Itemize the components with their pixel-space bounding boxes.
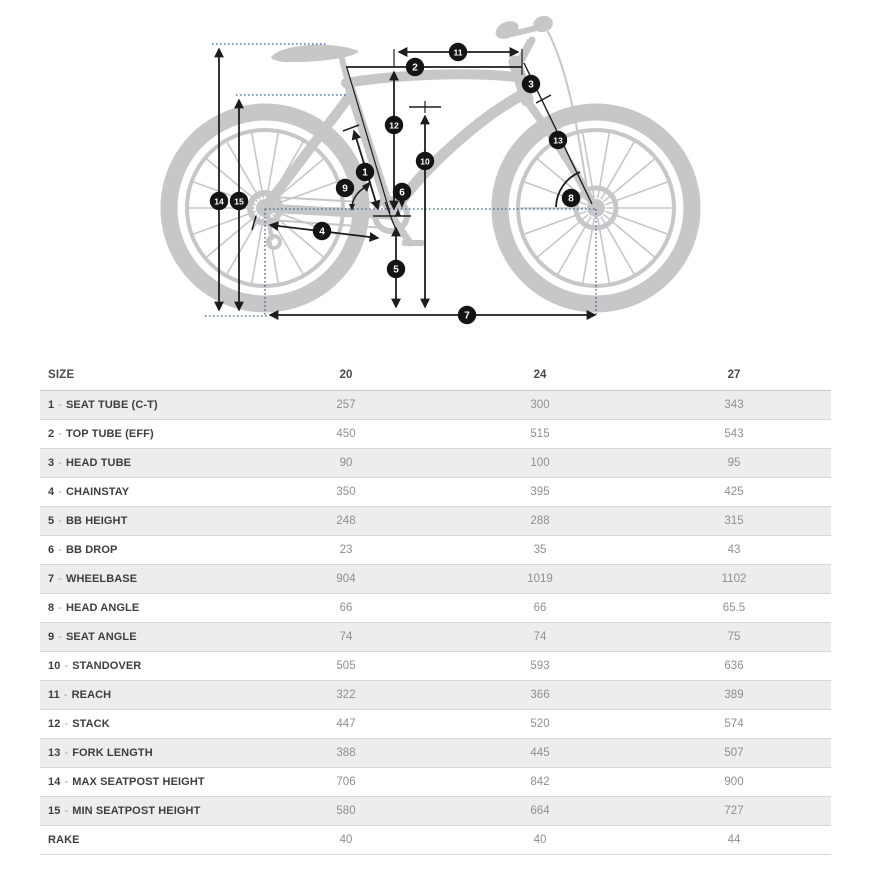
cell-value: 366 — [530, 689, 550, 701]
row-separator: - — [58, 631, 62, 643]
row-number: 15 — [48, 805, 61, 817]
cell-value: 100 — [530, 457, 550, 469]
row-name: BB DROP — [65, 544, 118, 556]
cell-value: 543 — [724, 428, 744, 440]
dimension-marker-4 — [313, 222, 331, 240]
row-number: 4 — [48, 486, 55, 498]
cell-value: 425 — [724, 486, 744, 498]
cell-value: 1019 — [527, 573, 553, 585]
dimension-marker-10 — [416, 152, 434, 170]
cell-value: 636 — [724, 660, 744, 672]
row-number: 2 — [48, 428, 55, 440]
row-label — [40, 631, 249, 643]
cell-value: 389 — [724, 689, 744, 701]
dimension-marker-3 — [522, 75, 540, 93]
cell-value: 75 — [727, 631, 741, 643]
cell-value: 664 — [530, 805, 550, 817]
row-separator: - — [58, 515, 62, 527]
cell-value: 904 — [336, 573, 356, 585]
cell-value: 580 — [336, 805, 356, 817]
row-separator: - — [64, 718, 69, 730]
cell-value: 515 — [530, 428, 550, 440]
row-number: 5 — [48, 515, 55, 527]
saddle — [271, 45, 359, 63]
row-name: MIN SEATPOST HEIGHT — [72, 805, 201, 817]
row-number: 8 — [48, 602, 55, 614]
cell-value: 90 — [339, 457, 353, 469]
cell-value: 40 — [339, 834, 353, 846]
col-header-20: 20 — [339, 369, 353, 381]
table-row — [40, 536, 831, 565]
table-row — [40, 710, 831, 739]
cell-value: 842 — [530, 776, 550, 788]
row-label — [40, 805, 249, 817]
svg-text:1: 1 — [362, 167, 368, 179]
row-label — [40, 515, 249, 527]
col-header-24: 24 — [533, 369, 547, 381]
row-label — [40, 457, 249, 469]
front-wheel — [500, 112, 692, 304]
svg-text:13: 13 — [553, 135, 563, 146]
row-label — [40, 660, 249, 672]
dimension-marker-11 — [449, 43, 467, 61]
dimension-marker-14 — [210, 192, 228, 210]
row-name: HEAD TUBE — [65, 457, 132, 469]
table-row — [40, 768, 831, 797]
row-separator: - — [64, 747, 69, 759]
dimension-marker-1 — [356, 163, 374, 181]
cell-value: 44 — [727, 834, 741, 846]
dimension-marker-5 — [387, 260, 405, 278]
row-name: WHEELBASE — [65, 573, 138, 585]
row-label — [40, 776, 249, 788]
row-name: CHAINSTAY — [65, 486, 130, 498]
svg-text:9: 9 — [342, 183, 348, 195]
row-label — [40, 486, 249, 498]
cell-value: 343 — [724, 399, 744, 411]
dimension-marker-12 — [385, 116, 403, 134]
col-header-27: 27 — [727, 369, 741, 381]
dimension-marker-8 — [562, 189, 580, 207]
svg-text:8: 8 — [568, 193, 574, 205]
row-separator: - — [64, 660, 69, 672]
row-number: 10 — [48, 660, 61, 672]
row-number: 7 — [48, 573, 55, 585]
row-label — [40, 399, 249, 411]
row-name: MAX SEATPOST HEIGHT — [72, 776, 205, 788]
row-label — [40, 718, 249, 730]
row-separator: - — [58, 457, 62, 469]
tick-head-tube — [536, 95, 551, 103]
cell-value: 900 — [724, 776, 744, 788]
cell-value: 395 — [530, 486, 550, 498]
cell-value: 322 — [336, 689, 356, 701]
svg-text:14: 14 — [214, 196, 224, 207]
svg-text:11: 11 — [453, 47, 463, 58]
cell-value: 727 — [724, 805, 744, 817]
cell-value: 450 — [336, 428, 356, 440]
table-row — [40, 797, 831, 826]
geometry-svg — [0, 0, 870, 350]
cell-value: 520 — [530, 718, 550, 730]
cell-value: 74 — [533, 631, 547, 643]
row-name: STACK — [72, 718, 110, 730]
table-row — [40, 594, 831, 623]
cell-value: 257 — [336, 399, 356, 411]
row-number: 13 — [48, 747, 61, 759]
table-row — [40, 391, 831, 420]
row-label — [40, 428, 249, 440]
svg-text:2: 2 — [412, 62, 418, 74]
row-separator: - — [64, 776, 69, 788]
table-row — [40, 478, 831, 507]
row-separator: - — [58, 544, 62, 556]
row-name: SEAT ANGLE — [65, 631, 137, 643]
row-name: REACH — [71, 689, 112, 701]
row-label — [40, 747, 249, 759]
row-label — [40, 689, 249, 701]
cell-value: 593 — [530, 660, 550, 672]
dimension-marker-13 — [549, 131, 567, 149]
col-header-size: SIZE — [48, 369, 75, 381]
row-number: 1 — [48, 399, 55, 411]
row-label — [40, 573, 249, 585]
table-row — [40, 420, 831, 449]
cell-value: 507 — [724, 747, 744, 759]
cell-value: 350 — [336, 486, 356, 498]
cell-value: 315 — [724, 515, 744, 527]
table-row — [40, 565, 831, 594]
pedal — [402, 240, 424, 246]
cell-value: 574 — [724, 718, 744, 730]
cell-value: 65.5 — [722, 602, 746, 614]
dimension-marker-6 — [393, 183, 411, 201]
row-separator: - — [58, 399, 62, 411]
row-name: BB HEIGHT — [65, 515, 128, 527]
row-separator: - — [64, 805, 69, 817]
row-separator: - — [58, 573, 62, 585]
cell-value: 445 — [530, 747, 550, 759]
row-name: FORK LENGTH — [72, 747, 153, 759]
cell-value: 706 — [336, 776, 356, 788]
cell-value: 23 — [339, 544, 353, 556]
cell-value: 447 — [336, 718, 356, 730]
table-row — [40, 507, 831, 536]
cell-value: 66 — [339, 602, 353, 614]
row-label — [40, 544, 249, 556]
row-name: TOP TUBE (EFF) — [65, 428, 154, 440]
svg-text:4: 4 — [319, 226, 325, 238]
row-number: 12 — [48, 718, 61, 730]
row-name: HEAD ANGLE — [65, 602, 140, 614]
row-number: 9 — [48, 631, 55, 643]
table-row — [40, 449, 831, 478]
row-number: 14 — [48, 776, 61, 788]
row-name: SEAT TUBE (C-T) — [65, 399, 158, 411]
cell-value: 388 — [336, 747, 356, 759]
cell-value: 95 — [727, 457, 741, 469]
dimension-marker-7 — [458, 306, 476, 324]
tick-seat-tube-top — [343, 125, 359, 131]
row-number: 11 — [48, 689, 60, 701]
row-number: 6 — [48, 544, 55, 556]
svg-text:12: 12 — [389, 120, 399, 131]
cell-value: 35 — [533, 544, 547, 556]
row-number: 3 — [48, 457, 55, 469]
cell-value: 74 — [339, 631, 353, 643]
table-row — [40, 652, 831, 681]
dimension-marker-15 — [230, 192, 248, 210]
row-label — [40, 834, 249, 846]
svg-text:6: 6 — [399, 187, 405, 199]
row-separator: - — [63, 689, 68, 701]
cell-value: 40 — [533, 834, 547, 846]
table-row — [40, 681, 831, 710]
cell-value: 248 — [336, 515, 356, 527]
svg-text:15: 15 — [234, 196, 244, 207]
dimension-marker-2 — [406, 58, 424, 76]
geometry-table-body — [40, 391, 831, 855]
row-name: RAKE — [48, 834, 80, 846]
row-separator: - — [58, 602, 62, 614]
cell-value: 43 — [727, 544, 741, 556]
row-label — [40, 602, 249, 614]
geometry-table — [40, 360, 831, 855]
row-separator: - — [58, 428, 62, 440]
table-header-row — [40, 360, 831, 391]
table-row — [40, 826, 831, 855]
cell-value: 1102 — [721, 573, 747, 585]
dimension-marker-9 — [336, 179, 354, 197]
row-name: STANDOVER — [72, 660, 142, 672]
svg-text:3: 3 — [528, 79, 534, 91]
svg-text:5: 5 — [393, 264, 399, 276]
cell-value: 66 — [533, 602, 547, 614]
cell-value: 505 — [336, 660, 356, 672]
svg-text:10: 10 — [420, 156, 430, 167]
row-separator: - — [58, 486, 62, 498]
table-row — [40, 623, 831, 652]
table-row — [40, 739, 831, 768]
cell-value: 300 — [530, 399, 550, 411]
svg-text:7: 7 — [464, 310, 470, 322]
bike-geometry-diagram — [0, 0, 870, 350]
cell-value: 288 — [530, 515, 550, 527]
